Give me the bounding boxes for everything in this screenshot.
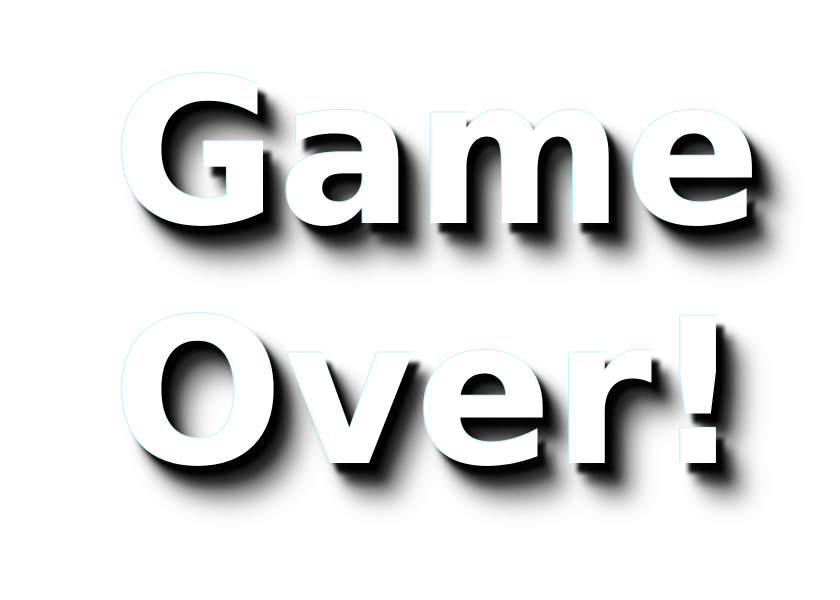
game-over-title-line-2: Over! [112, 275, 745, 511]
game-over-title-line-1: Game [112, 35, 762, 271]
